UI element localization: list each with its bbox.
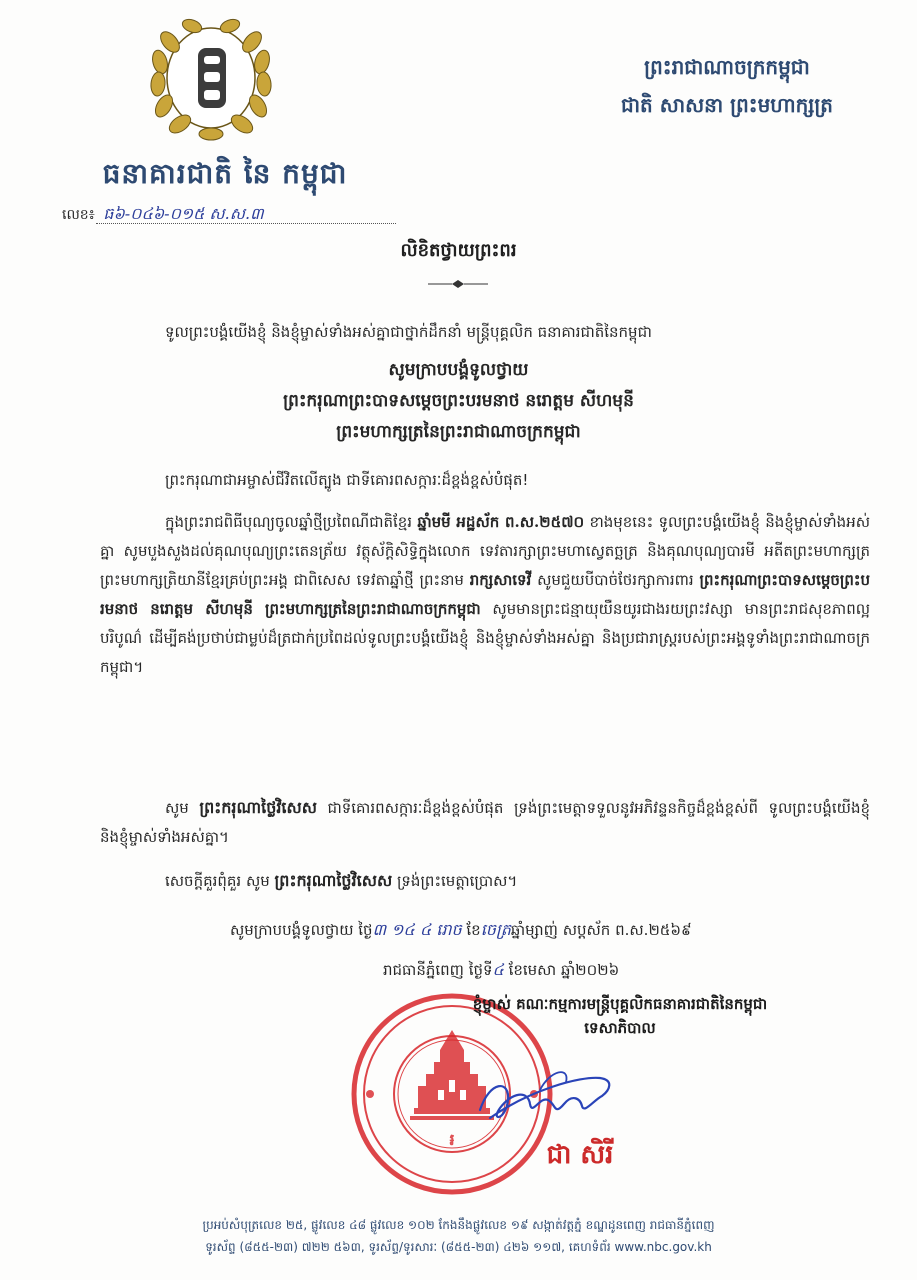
closing-paragraph [165,866,865,896]
nbc-emblem-icon [140,12,282,144]
signatory-title: ខ្ញុំម្ចាស់ គណៈកម្មការមន្ត្រីបុគ្គលិកធនាគារជាតិនៃកម្ពុជា [472,995,768,1013]
closing-text-1: សេចក្តីគួរពុំគួរ សូម [165,872,275,890]
closing-bold: ព្រះករុណាថ្លៃវិសេស [274,871,393,890]
national-motto: ជាតិ សាសនា ព្រះមហាក្សត្រ [621,93,833,117]
wish-text-2: ជាទីគោរពសក្ការៈដ៏ខ្ពង់ខ្ពស់បំផុត ទ្រង់ព្រះមេត្តាទទួលនូវអភិវន្ទនកិច្ចដ៏ខ្ពង់ខ្ពស់ពី ទូលព្រះបង្គំយើងខ្ញុំ និងខ្ញុំម្ចាស់ទាំងអស់គ្នា។ [100,799,870,846]
lunar-date-line [230,915,870,945]
body-text-1: ក្នុងព្រះរាជពិធីបុណ្យចូលឆ្នាំថ្មីប្រពៃណីជាតិខ្មែរ [165,513,418,531]
footer-address: ប្រអប់សំបុត្រលេខ ២៥, ផ្លូវលេខ ៤៨ ផ្លូវលេខ ១០២ កែងនឹងផ្លូវលេខ ១៩ សង្កាត់វត្តភ្នំ ខណ្ឌដូនពេញ រាជធានីភ្នំពេញ [202,1218,715,1232]
lunar-date-prefix: សូមក្រាបបង្គំទូលថ្វាយ ថ្ងៃ [230,921,373,939]
signatory-block [420,992,820,1040]
closing-text-2: ទ្រង់ព្រះមេត្តាប្រោស។ [392,872,518,890]
body-text-3: សូមជួយបីបាច់ថែរក្សាការពារ [531,571,700,589]
reference-number: លេខ៖ ធ៦-០៤៦-០១៥ ស.ស.៣ [62,203,264,227]
recipient-line-3: ព្រះមហាក្សត្រនៃព្រះរាជាណាចក្រកម្ពុជា [336,422,581,442]
lunar-year: ឆ្នាំម្សាញ់ សប្តស័ក ព.ស.២៥៦៩ [510,921,692,939]
document-title: លិខិតថ្វាយព្រះពរ [400,240,517,261]
solar-date-prefix: រាជធានីភ្នំពេញ ថ្ងៃទី [383,961,493,979]
body-bold-king: ព្រះករុណាព្រះបាទសម្តេចព្រះបរមនាថ នរោត្តម សីហមុនី ព្រះមហាក្សត្រនៃព្រះរាជាណាចក្រកម្ពុជា [100,571,870,618]
body-text-4: សូមមានព្រះជន្មាយុយឺនយូរជាងរយព្រះវស្សា មានព្រះរាជសុខភាពល្អបរិបូណ៌ ដើម្បីគង់ប្រថាប់ជាម្លប់ដ៏ត្រជាក់ប្រពៃដល់ទូលព្រះបង្គំយើងខ្ញុំ និងខ្ញុំម្ចាស់ទាំងអស់គ្នា និងប្រជារាស្ត្ររបស់ព្រះអង្គទូទាំងព្រះរាជាណាចក្រកម្ពុជា។ [100,600,870,676]
main-paragraph [100,508,870,682]
title-ornament-icon [428,279,488,289]
lunar-month-label: ខែ [461,921,481,939]
wish-text-1: សូម [165,799,200,817]
handwritten-signature [470,1060,620,1130]
solar-date-suffix: ខែមេសា ឆ្នាំ២០២៦ [503,961,620,979]
recipient-block [0,355,917,448]
solar-date-line [383,955,883,985]
salutation: ព្រះករុណាជាអម្ចាស់ជីវិតលើត្បូង ជាទីគោរពសក្ការៈដ៏ខ្ពង់ខ្ពស់បំផុត! [165,471,529,489]
wish-paragraph [100,793,870,852]
svg-text:៛: ៛ [449,1130,455,1149]
signatory-position: ទេសាភិបាល [584,1019,656,1037]
reference-value: ធ៦-០៤៦-០១៥ ស.ស.៣ [103,204,264,223]
reference-dotted-line [96,223,396,224]
body-bold-year: ឆ្នាំមមី អដ្ឋស័ក ព.ស.២៥៧០ [417,513,585,531]
lunar-day-handwritten: ៣ ១៤ ៤ រោច [372,920,462,939]
bank-name: ធនាគារជាតិ នៃ កម្ពុជា [102,157,348,190]
kingdom-motto [597,48,857,124]
letter-footer [0,1214,917,1258]
signer-name: ជា សិរី [546,1140,614,1170]
recipient-line-1: សូមក្រាបបង្គំទូលថ្វាយ [388,360,529,380]
solar-day-handwritten: ៤ [492,960,504,979]
body-bold-deity: រាក្សសាទេវី [469,571,532,589]
intro-paragraph: ទូលព្រះបង្គំយើងខ្ញុំ និងខ្ញុំម្ចាស់ទាំងអស់គ្នាជាថ្នាក់ដឹកនាំ មន្ត្រីបុគ្គលិក ធនាគារជាតិនៃកម្ពុជា [165,323,652,341]
lunar-month-handwritten: ចេត្រ [480,920,511,939]
wish-bold: ព្រះករុណាថ្លៃវិសេស [199,798,317,817]
recipient-line-2: ព្រះករុណាព្រះបាទសម្តេចព្រះបរមនាថ នរោត្តម សីហមុនី [283,391,634,411]
footer-contact: ទូរស័ព្ទ (៨៥៥-២៣) ៧២២ ៥៦៣, ទូរស័ព្ទ/ទូរសារៈ (៨៥៥-២៣) ៤២៦ ១១៧, គេហទំព័រ www.nbc.gov.kh [205,1240,712,1254]
body-text-2: ខាងមុខនេះ ទូលព្រះបង្គំយើងខ្ញុំ និងខ្ញុំម្ចាស់ទាំងអស់គ្នា សូមបួងសួងដល់គុណបុណ្យព្រះតេនត្រ័យ វត្ថុស័ក្តិសិទ្ធិក្នុងលោក ទេវតារក្សាព្រះមហាស្វេតច្ឆត្រ និងគុណបុណ្យបារមី អតីតព្រះមហាក្សត្រ ព្រះមហាក្សត្រិយានីខ្មែរគ្រប់ព្រះអង្គ ជាពិសេស ទេវតាឆ្នាំថ្មី ព្រះនាម [100,513,870,589]
kingdom-name: ព្រះរាជាណាចក្រកម្ពុជា [644,55,810,79]
reference-label: លេខ [62,207,89,223]
